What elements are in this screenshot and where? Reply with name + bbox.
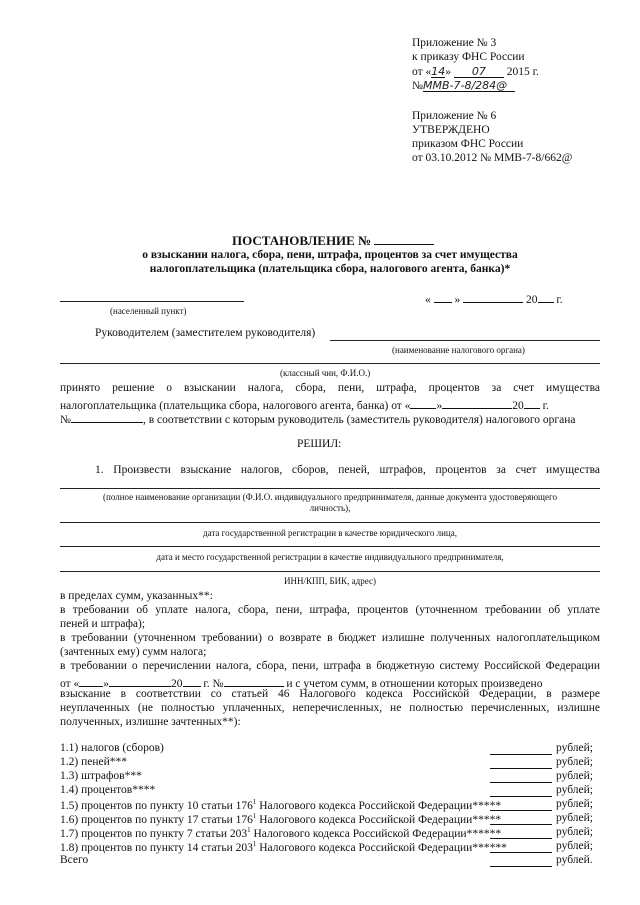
head-caption-org: (наименование налогового органа): [392, 345, 525, 355]
amount-row-sup: 1: [252, 798, 257, 806]
appendix6-line2: УТВЕРЖДЕНО: [412, 124, 490, 136]
body-day-blank: [410, 396, 436, 409]
amount-unit: рублей;: [556, 840, 593, 852]
inn-blank: [60, 571, 600, 572]
amount-row-label: 1.1) налогов (сборов): [60, 742, 164, 754]
within-l9: неуплаченных (не полностью уплаченных, неперечисленных, не полностью перечисленных, излишне: [60, 702, 600, 714]
body-line3: [60, 410, 576, 426]
amount-unit-last: рублей.: [556, 854, 593, 866]
within-day-blank: [79, 674, 103, 687]
amount-row-label: 1.8) процентов по пункту 14 статьи 203: [60, 841, 253, 854]
appendix3-line1: Приложение № 3: [412, 37, 497, 49]
appendix6-line3: приказом ФНС России: [412, 138, 524, 150]
body-num-blank: [71, 410, 143, 423]
appendix3-month: 07: [454, 65, 504, 78]
amount-row-label: 1.2) пеней***: [60, 756, 128, 768]
appendix3-line2: к приказу ФНС России: [412, 51, 525, 63]
within-l7-d: г. №: [203, 678, 224, 690]
head-rank-blank: [60, 363, 600, 364]
amount-row-tail: Налогового кодекса Российской Федерации******: [256, 841, 507, 854]
amount-row: [60, 770, 142, 782]
amount-unit: рублей;: [556, 784, 593, 796]
place-caption: (населенный пункт): [110, 306, 187, 316]
item1: 1. Произвести взыскание налогов, сборов, пеней, штрафов, процентов за счет имущества: [95, 464, 600, 476]
within-l10: полученных, излишне зачтенных**):: [60, 716, 241, 728]
appendix3-day: 14: [431, 65, 446, 78]
amount-blank: [490, 770, 552, 783]
amount-row-sup: 1: [252, 840, 257, 848]
body-line2-year: 20: [512, 400, 524, 412]
head-caption-rank: (классный чин, Ф.И.О.): [280, 368, 371, 378]
amount-blank: [490, 840, 552, 853]
appendix3-date-prefix: от «: [412, 66, 432, 78]
place-month-blank: [463, 290, 523, 303]
amount-blank: [490, 826, 552, 839]
amount-row: [60, 784, 155, 796]
amount-row-tail: Налогового кодекса Российской Федерации*****: [256, 813, 502, 826]
appendix3-year: 2015 г.: [506, 66, 539, 78]
body-line1: принято решение о взыскании налога, сбора, пени, штрафа, процентов за счет имущества: [60, 382, 600, 394]
title-sub1: о взыскании налога, сбора, пени, штрафа, процентов за счет имущества: [142, 249, 518, 261]
appendix6-line4: от 03.10.2012 № ММВ-7-8/662@: [412, 152, 573, 164]
body-line2-d: г.: [542, 400, 549, 412]
amount-blank: [490, 812, 552, 825]
within-l4: в требовании (уточненном требовании) о возврате в бюджет излишне полученных налогоплательщиком: [60, 632, 600, 644]
place-year-suffix: г.: [556, 294, 563, 306]
amount-unit: рублей;: [556, 742, 593, 754]
decided-heading: РЕШИЛ:: [297, 438, 342, 450]
within-l7-year: 20: [171, 678, 183, 690]
appendix3-num: ММВ-7-8/284@: [423, 79, 515, 92]
title-sub2: налогоплательщика (плательщика сбора, налогового агента, банка)*: [149, 263, 511, 275]
within-l8: взыскание в соответствии со статьей 46 Налогового кодекса Российской Федерации, в размере: [60, 688, 600, 700]
body-line3-num: №: [60, 414, 71, 426]
within-year-blank: [183, 674, 201, 687]
caption1-line2: личность),: [309, 503, 351, 513]
amount-row-label: 1.3) штрафов***: [60, 770, 142, 782]
appendix3-month-sep: »: [445, 66, 451, 78]
amount-unit: рублей;: [556, 812, 593, 824]
within-l7-b: »: [103, 678, 109, 690]
amount-row-label: 1.7) процентов по пункту 7 статьи 203: [60, 827, 248, 840]
amount-row-label: 1.5) процентов по пункту 10 статьи 176: [60, 799, 253, 812]
amount-blank: [490, 784, 552, 797]
amount-row: [60, 826, 501, 840]
body-month-blank: [442, 396, 512, 409]
amount-row-label: 1.4) процентов****: [60, 784, 156, 796]
amount-row: [60, 756, 127, 768]
caption2: дата государственной регистрации в качестве юридического лица,: [203, 528, 457, 538]
document-title: [232, 232, 434, 249]
within-l6: в требовании о перечислении налога, сбора, пени, штрафа в бюджетную систему Российской Федерации: [60, 660, 600, 672]
amount-blank: [490, 854, 552, 867]
amount-row-sup: 1: [247, 826, 251, 834]
amount-row: [60, 840, 507, 854]
within-l2: в требовании об уплате налога, сбора, пени, штрафа, процентов (уточненном требовании об уплате: [60, 604, 600, 616]
place-date-open: «: [425, 294, 431, 306]
caption3: дата и место государственной регистрации в качестве индивидуального предпринимателя,: [156, 552, 504, 562]
within-month-blank: [109, 674, 171, 687]
org-name-blank: [60, 488, 600, 489]
head-label: Руководителем (заместителем руководителя): [95, 327, 316, 339]
place-date-close: »: [454, 294, 461, 306]
place-year: 20: [526, 294, 538, 306]
place-date: [425, 290, 563, 306]
within-l5: (зачтенных ему) сумм налога;: [60, 646, 207, 658]
appendix3-num-prefix: №: [412, 80, 423, 92]
amount-unit: рублей;: [556, 826, 593, 838]
caption1-line1: (полное наименование организации (Ф.И.О. индивидуального предпринимателя, данные документа удостоверяющего: [103, 492, 557, 502]
body-year-blank: [524, 396, 540, 409]
caption4: ИНН/КПП, БИК, адрес): [284, 576, 376, 586]
reg-date-blank: [60, 522, 600, 523]
within-l3: пеней и штрафа);: [60, 618, 146, 630]
body-line2-b: »: [436, 400, 443, 412]
head-org-blank: [330, 340, 600, 341]
appendix3-number: [412, 79, 515, 92]
amount-row-tail: Налогового кодекса Российской Федерации******: [250, 827, 502, 840]
amount-row-tail: Налогового кодекса Российской Федерации*****: [256, 799, 502, 812]
amount-blank: [490, 742, 552, 755]
ip-reg-blank: [60, 546, 600, 547]
amount-row: [60, 812, 501, 826]
within-l7-e: и с учетом сумм, в отношении которых произведено: [286, 678, 543, 690]
within-num-blank: [224, 674, 284, 687]
title-main: ПОСТАНОВЛЕНИЕ №: [232, 233, 372, 248]
body-line3-b: , в соответствии с которым руководитель (заместитель руководителя) налогового органа: [142, 414, 576, 426]
body-line2-a: налогоплательщика (плательщика сбора, налогового агента, банка) от «: [60, 400, 411, 412]
within-l1: в пределах сумм, указанных**:: [60, 590, 213, 602]
title-number-blank: [374, 232, 434, 245]
amount-row: [60, 742, 164, 754]
place-day-blank: [434, 290, 452, 303]
place-blank: [60, 301, 244, 302]
amount-unit: рублей;: [556, 770, 593, 782]
appendix6-line1: Приложение № 6: [412, 110, 497, 122]
amount-unit: рублей;: [556, 756, 593, 768]
amount-blank: [490, 798, 552, 811]
amount-row-label: 1.6) процентов по пункту 17 статьи 176: [60, 813, 253, 826]
amount-row-sup: 1: [252, 812, 257, 820]
appendix3-date: [412, 65, 539, 78]
within-l7-a: от «: [60, 678, 80, 690]
place-year-blank: [538, 290, 554, 303]
amount-total-label: Всего: [60, 854, 89, 866]
amount-unit: рублей;: [556, 798, 593, 810]
amount-row: [60, 798, 501, 812]
amount-blank: [490, 756, 552, 769]
